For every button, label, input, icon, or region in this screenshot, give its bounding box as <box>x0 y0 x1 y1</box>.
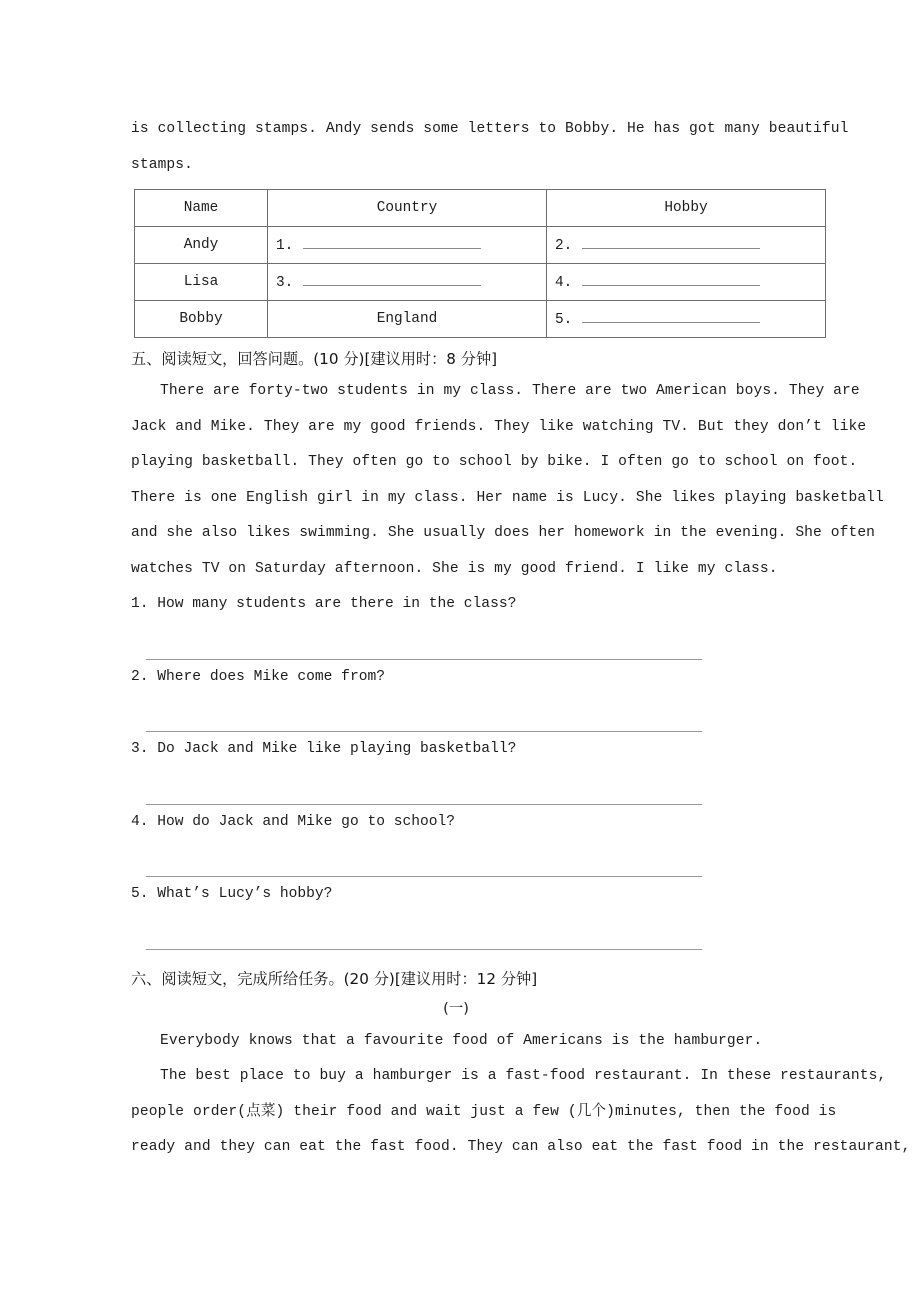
question-2: 2. Where does Mike come from? <box>131 668 385 685</box>
blank-number: 1. <box>276 237 294 254</box>
table-cell-country <box>268 264 547 301</box>
passage-line: people order(点菜) their food and wait just a few (几个)minutes, then the food is <box>131 1103 837 1120</box>
info-table <box>134 189 826 338</box>
section-six-subsection: (一) <box>443 1000 469 1017</box>
question-list <box>131 587 781 950</box>
section-six-passage <box>131 1024 911 1166</box>
passage-top <box>131 112 849 183</box>
passage-line: Jack and Mike. They are my good friends. They like watching TV. But they don’t like <box>131 418 867 435</box>
answer-line-4[interactable] <box>146 840 702 877</box>
passage-line: watches TV on Saturday afternoon. She is my good friend. I like my class. <box>131 560 778 577</box>
blank-number: 5. <box>555 311 573 328</box>
question-4: 4. How do Jack and Mike go to school? <box>131 813 456 830</box>
section-five-passage <box>131 374 884 587</box>
answer-line-5[interactable] <box>146 913 702 950</box>
table-cell-country: England <box>268 301 547 338</box>
page-body <box>131 112 911 1166</box>
passage-line: There are forty-two students in my class. There are two American boys. They are <box>160 383 860 399</box>
passage-line: playing basketball. They often go to school by bike. I often go to school on foot. <box>131 454 858 470</box>
table-cell-country <box>268 227 547 264</box>
question-5: 5. What’s Lucy’s hobby? <box>131 886 333 902</box>
blank-number: 2. <box>555 237 573 254</box>
answer-blank-2[interactable] <box>582 237 760 249</box>
table-cell-hobby <box>547 264 826 301</box>
table-cell-name: Andy <box>135 227 268 264</box>
table-header-country: Country <box>268 190 547 227</box>
table-cell-hobby <box>547 227 826 264</box>
blank-number: 3. <box>276 274 294 291</box>
passage-line: The best place to buy a hamburger is a fast-food restaurant. In these restaurants, <box>160 1068 887 1084</box>
table-header-name: Name <box>135 190 268 227</box>
section-five-heading: 五、阅读短文，回答问题。(10 分)[建议用时：8 分钟] <box>131 350 498 368</box>
blank-number: 4. <box>555 274 573 291</box>
answer-blank-4[interactable] <box>582 274 760 286</box>
table-cell-name: Bobby <box>135 301 268 338</box>
table-row <box>135 301 826 338</box>
answer-blank-1[interactable] <box>303 237 481 249</box>
section-six-heading: 六、阅读短文，完成所给任务。(20 分)[建议用时：12 分钟] <box>131 969 538 988</box>
passage-top-line: stamps. <box>131 156 194 173</box>
answer-blank-5[interactable] <box>582 311 760 323</box>
passage-top-line: is collecting stamps. Andy sends some letters to Bobby. He has got many beautiful <box>131 121 849 137</box>
question-1: 1. How many students are there in the class? <box>131 596 517 612</box>
table-header-hobby: Hobby <box>547 190 826 227</box>
table-header-row <box>135 190 826 227</box>
question-3: 3. Do Jack and Mike like playing basketball? <box>131 741 517 757</box>
passage-line: There is one English girl in my class. Her name is Lucy. She likes playing basketball <box>131 489 884 506</box>
answer-line-3[interactable] <box>146 768 702 805</box>
passage-line: Everybody knows that a favourite food of Americans is the hamburger. <box>160 1032 763 1049</box>
answer-line-2[interactable] <box>146 695 702 732</box>
passage-line: and she also likes swimming. She usually does her homework in the evening. She often <box>131 525 876 541</box>
passage-line: ready and they can eat the fast food. They can also eat the fast food in the restaurant, <box>131 1139 911 1155</box>
table-row <box>135 264 826 301</box>
table-cell-name: Lisa <box>135 264 268 301</box>
answer-blank-3[interactable] <box>303 274 481 286</box>
answer-line-1[interactable] <box>146 623 702 660</box>
table-row <box>135 227 826 264</box>
table-cell-hobby <box>547 301 826 338</box>
